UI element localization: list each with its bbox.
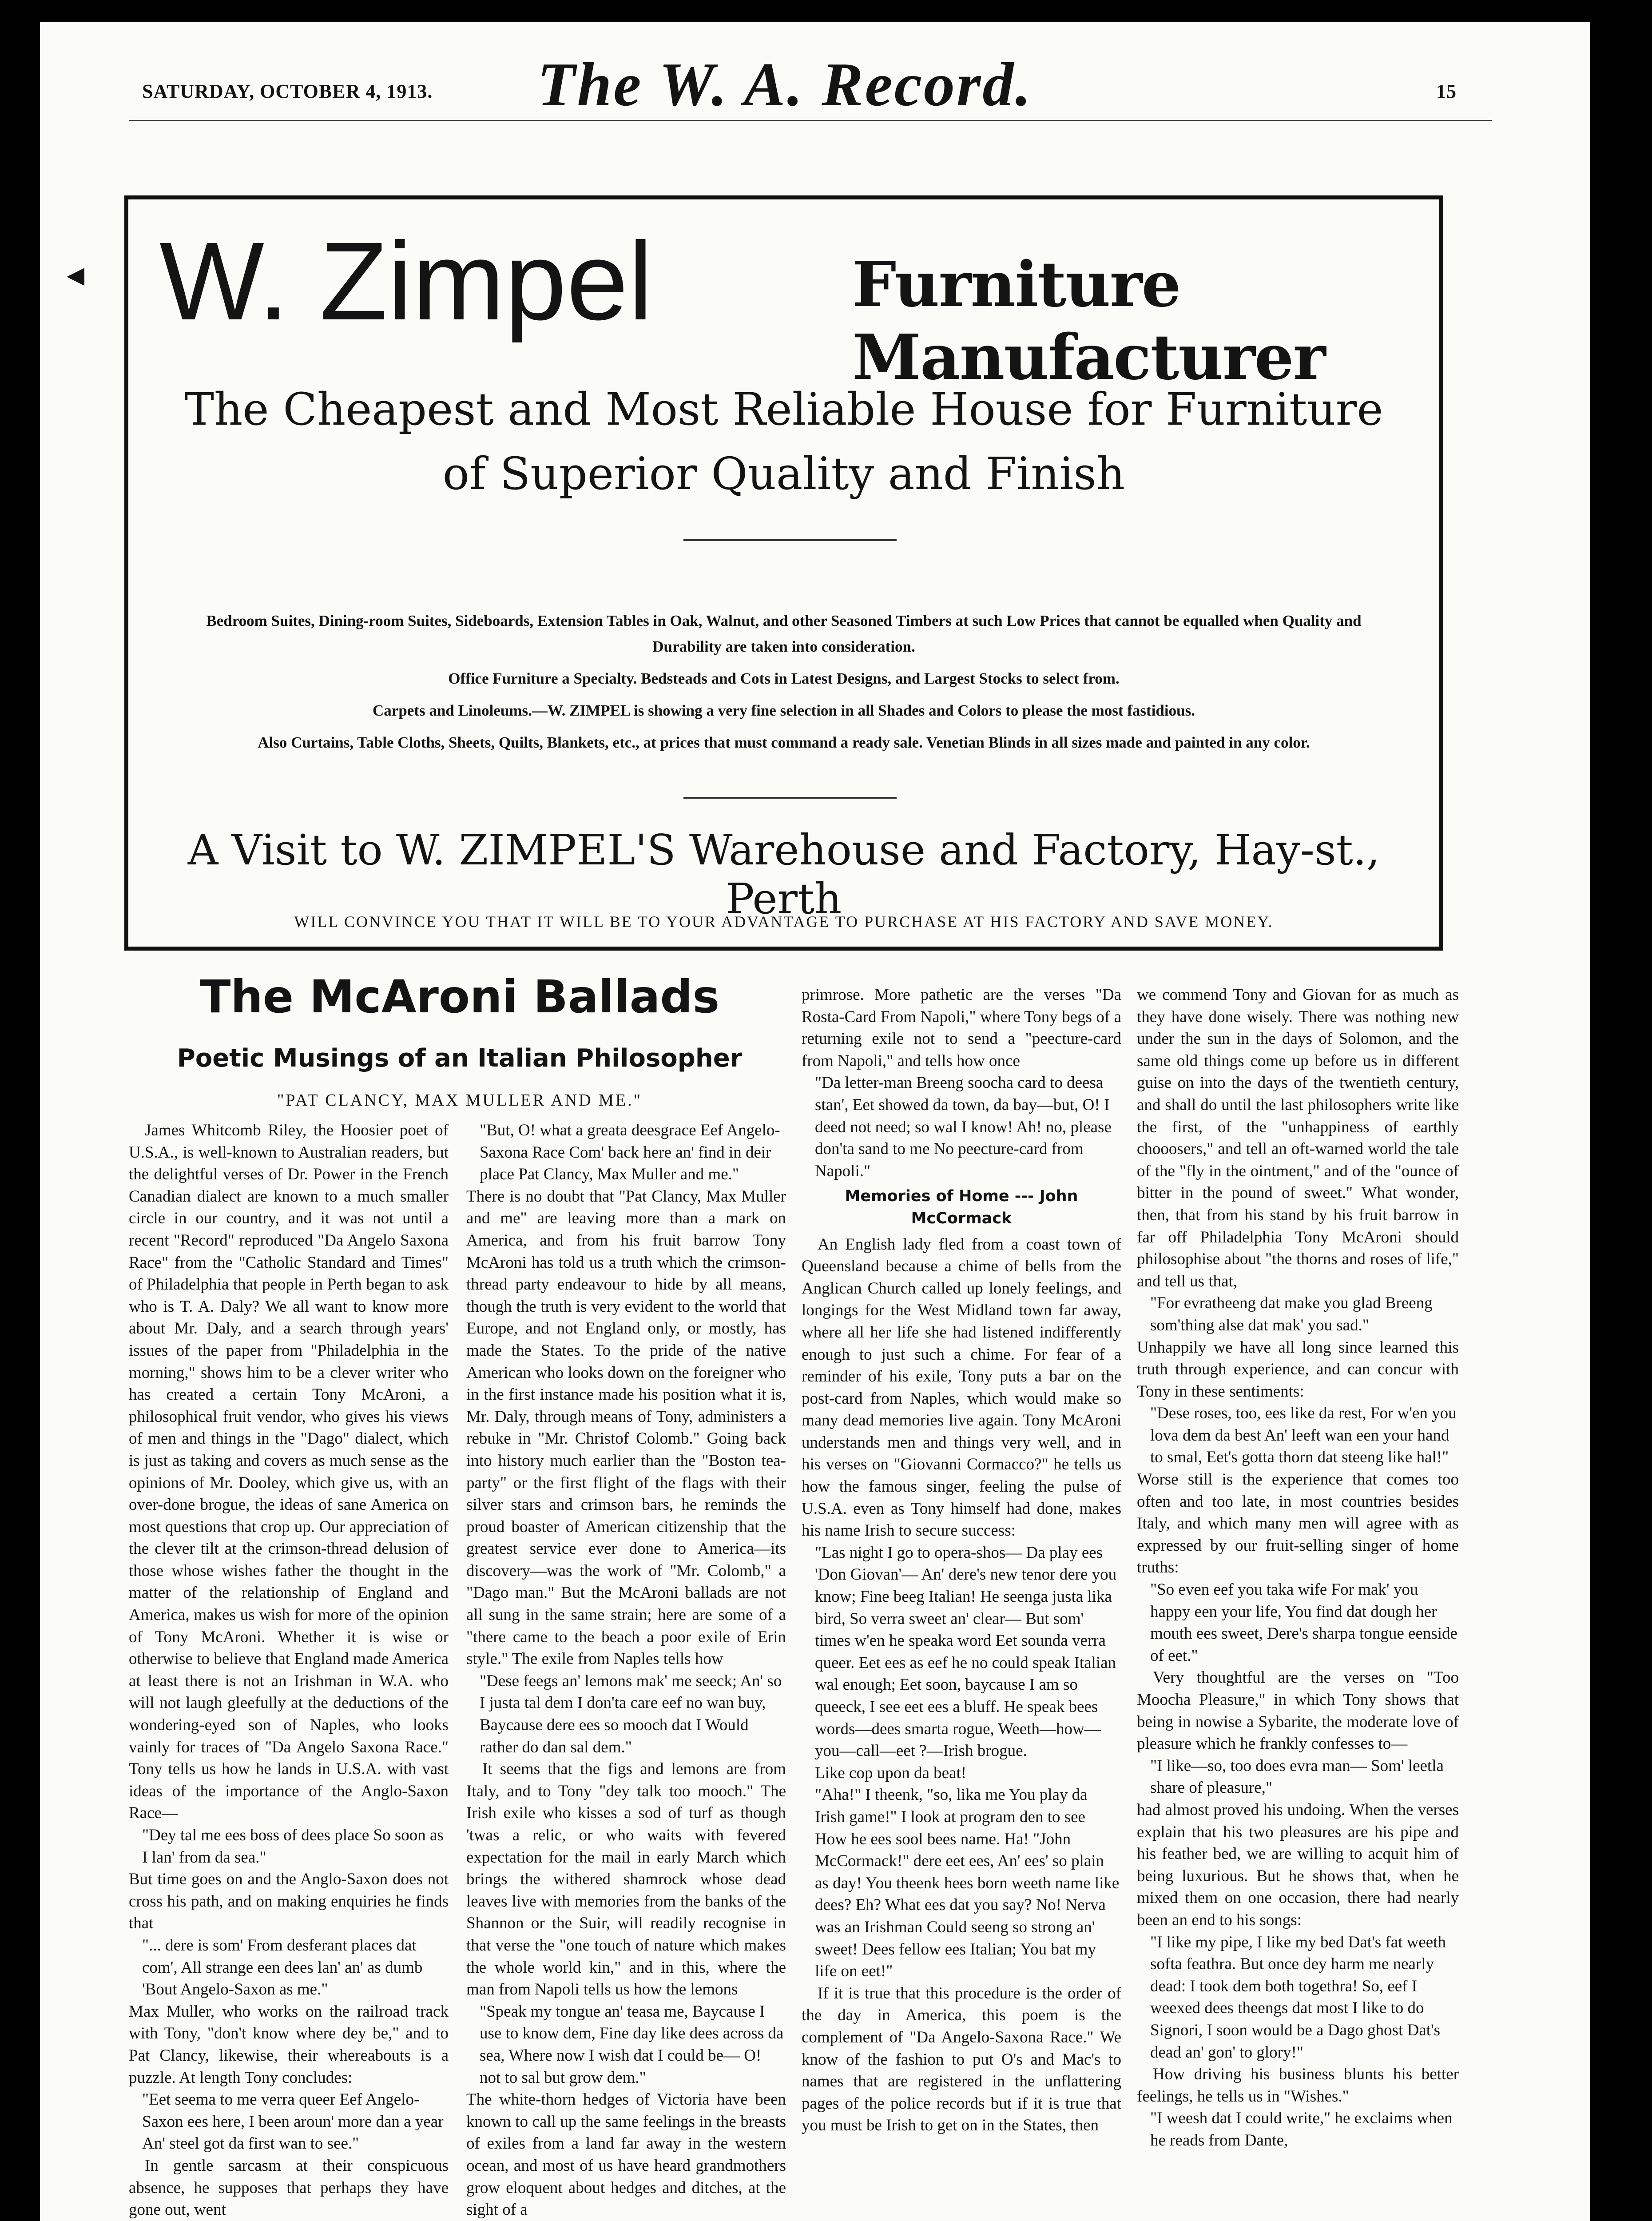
verse: 'Bout Angelo-Saxon as me."	[142, 1980, 328, 1999]
paragraph: Worse still is the experience that comes too often and too late, in most countries besides Italy, and which many men will agree with as expressed by our fruit-selling singer of home truths:	[1137, 1470, 1459, 1577]
verse: "I weesh dat I could write," he exclaims when he reads from Dante,	[1150, 2109, 1453, 2149]
article-byline: "PAT CLANCY, MAX MULLER AND ME."	[277, 1091, 643, 1110]
ad-detail-line: Office Furniture a Specialty. Bedsteads and Cots in Latest Designs, and Largest Stocks to select from.	[448, 670, 1120, 687]
ad-trade: Furniture Manufacturer	[852, 248, 1325, 394]
verse: "Dese roses, too, ees like da rest, For w'en you lova dem da best An' leeft wan een your hand to smal, Eet's gotta thorn dat steeng like hal!"	[1150, 1404, 1457, 1467]
ad-convince-line: WILL CONVINCE YOU THAT IT WILL BE TO YOUR ADVANTAGE TO PURCHASE AT HIS FACTORY AND SAVE MONEY.	[294, 913, 1274, 931]
article-column-1	[129, 1119, 449, 2221]
article-column-2	[466, 1119, 786, 2221]
paragraph: had almost proved his undoing. When the verses explain that his two pleasures are his pipe and his feather bed, we are willing to acquit him of being luxurious. But he shows that, when he mixed them on one occasion, there had nearly been an end to his songs:	[1137, 1800, 1459, 1929]
verse: "I like—so, too does evra man— Som' leetla share of pleasure,"	[1150, 1756, 1444, 1797]
verse: "Aha!" I theenk, "so, lika me You play da Irish game!" I look at program den to see How he ees sool bees name. Ha! "John McCormack!" dere eet ees, An' ees' so plain as day! You theenk hees born weeth name like dees? Eh? What ees dat you say? No! Nerva was an Irishman Could seeng so strong an' sweet! Dees fellow ees Italian; You bat my life on eet!"	[815, 1786, 1120, 1981]
issue-date: SATURDAY, OCTOBER 4, 1913.	[142, 80, 433, 102]
verse: "Eet seema to me verra queer Eef Angelo-Saxon ees here, I been aroun' more dan a year An' steel got da first wan to see."	[142, 2090, 444, 2153]
furniture-advertisement	[124, 195, 1443, 951]
verse: Like cop upon da beat!	[815, 1763, 967, 1782]
ad-detail-line: Bedroom Suites, Dining-room Suites, Sideboards, Extension Tables in Oak, Walnut, and other Seasoned Timbers at such Low Prices that cannot be equalled when Quality and Durability are taken into consideration.	[206, 612, 1362, 655]
paragraph: Unhappily we have all long since learned this truth through experience, and can concur with Tony in these sentiments:	[1137, 1338, 1459, 1401]
masthead: The W. A. Record.	[537, 50, 1033, 119]
article-title: The McAroni Ballads	[199, 971, 720, 1023]
article-subtitle: Poetic Musings of an Italian Philosopher	[177, 1044, 743, 1073]
paragraph: Very thoughtful are the verses on "Too Moocha Pleasure," in which Tony shows that being in nowise a Sybarite, the moderate love of pleasure which he frankly confesses to—	[1137, 1668, 1459, 1753]
ad-detail-line: Carpets and Linoleums.—W. ZIMPEL is showing a very fine selection in all Shades and Colors to please the most fastidious.	[373, 702, 1195, 719]
ad-company-name: W. Zimpel	[159, 219, 653, 343]
ad-visit-line: A Visit to W. ZIMPEL'S Warehouse and Factory, Hay-st., Perth	[187, 826, 1380, 923]
ad-details	[191, 608, 1377, 762]
paragraph: But time goes on and the Anglo-Saxon does not cross his path, and on making enquiries he finds that	[129, 1870, 449, 1933]
paragraph: There is no doubt that "Pat Clancy, Max Muller and me" are leaving more than a mark on America, and from his fruit barrow Tony McAroni has told us a truth which the crimson-thread party endeavour to hide by all means, though the truth is very evident to the world that Europe, and not England only, or mostly, has made the States. To the pride of the native American who looks down on the foreigner who in the first instance made his position what it is, Mr. Daly, through means of Tony, administers a rebuke in "Mr. Christof Colomb." Going back into history much earlier than the "Boston tea-party" or the first flight of the flags with their silver stars and crimson bars, he reminds the proud boaster of American citizenship that the greatest service ever done to America—its discovery—was the work of "Mr. Colomb," a "Dago man." But the McAroni ballads are not all sung in the same strain; here are some of a "there came to the beach a poor exile of Erin style." The exile from Naples tells how	[466, 1187, 786, 1668]
ad-detail-line: Also Curtains, Table Cloths, Sheets, Quilts, Blankets, etc., at prices that must command a ready sale. Venetian Blinds in all sizes made and painted in any color.	[258, 734, 1310, 751]
paragraph: The white-thorn hedges of Victoria have been known to call up the same feelings in the breasts of exiles from a land far away in the western ocean, and most of us have heard grandmothers grow eloquent about hedges and ditches, at the sight of a	[466, 2090, 786, 2219]
ad-divider	[683, 797, 897, 799]
newspaper-page	[40, 22, 1590, 2221]
verse: "But, O! what a greata deesgrace Eef Angelo-Saxona Race Com' back here an' find in deir place Pat Clancy, Max Muller and me."	[480, 1121, 780, 1184]
paragraph: An English lady fled from a coast town of Queensland because a chime of bells from the Anglican Church called up lonely feelings, and longings for the West Midland town far away, where all her life she had listened indifferently enough to just such a chime. For fear of a reminder of his exile, Tony puts a bar on the post-card from Naples, which would make so many dead memories live again. Tony McAroni understands men and things very well, and in his verses on "Giovanni Cormacco?" he tells us how the famous singer, feeling the pulse of U.S.A. even as Tony himself had done, makes his name Irish to secure success:	[802, 1235, 1121, 1540]
paragraph: James Whitcomb Riley, the Hoosier poet of U.S.A., is well-known to Australian readers, but the delightful verses of Dr. Power in the French Canadian dialect are known to a much smaller circle in our country, and it was not until a recent "Record" reproduced "Da Angelo Saxona Race" from the "Catholic Standard and Times" of Philadelphia that people in Perth began to ask who is T. A. Daly? We all want to know more about Mr. Daly, and a search through years' issues of the paper from "Philadelphia in the morning," shows him to be a clever writer who has created a certain Tony McAroni, a philosophical fruit vendor, who gives his views of men and things in the "Dago" dialect, which is just as taking and covers as much sense as the opinions of Mr. Dooley, which give us, with an over-done brogue, the ideas of sane America on most questions that crop up. Our appreciation of the clever tilt at the crimson-thread delusion of those whose wishes father the thought in the matter of the relationship of England and America, makes us wish for more of the opinion of Tony McAroni. Whether it is wise or otherwise to believe that England made America at least there is not an Irishman in W.A. who will not laugh gleefully at the deductions of the wondering-eyed son of Naples, who looks vainly for traces of "Da Angelo Saxona Race." Tony tells us how he lands in U.S.A. with vast ideas of the importance of the Anglo-Saxon Race—	[129, 1121, 449, 1823]
ad-divider	[683, 539, 897, 541]
verse: "So even eef you taka wife For mak' you happy een your life, You find dat dough her mouth ees sweet, Dere's sharpa tongue eenside of eet."	[1150, 1580, 1457, 1665]
article-column-4	[1137, 984, 1459, 2221]
section-heading: Memories of Home --- John McCormack	[845, 1187, 1078, 1227]
page-number: 15	[1436, 80, 1457, 102]
verse: "Las night I go to opera-shos— Da play ees 'Don Giovan'— An' dere's new tenor dere you know; Fine beeg Italian! He seenga justa lika bird, So verra sweet an' clear— But som' times w'en he speaka word Eet sounda verra queer. Eet ees as eef he no could speak Italian wal enough; Eet soon, baycause I am so queeck, I see eet ees a bluff. He speak bees words—dees smarta rogue, Weeth—how—you—call—eet ?—Irish brogue.	[815, 1543, 1117, 1760]
verse: "Speak my tongue an' teasa me, Baycause I use to know dem, Fine day like dees across da sea, Where now I wish dat I could be— O! not to sal but grow dem."	[480, 2002, 784, 2087]
paragraph: In gentle sarcasm at their conspicuous absence, he supposes that perhaps they have gone out, went	[129, 2156, 449, 2219]
verse: "For evratheeng dat make you glad Breeng som'thing alse dat mak' you sad."	[1150, 1294, 1433, 1334]
paragraph: Max Muller, who works on the railroad track with Tony, "don't know where dey be," and to Pat Clancy, likewise, their whereabouts is a puzzle. At length Tony concludes:	[129, 2002, 449, 2087]
header-rule	[129, 120, 1492, 121]
paragraph: If it is true that this procedure is the order of the day in America, this poem is the complement of "Da Angelo-Saxona Race." We know of the fashion to put O's and Mac's to names that are registered in the unflattering pages of the police records but if it is true that you must be Irish to get on in the States, then	[802, 1984, 1121, 2135]
verse: "Da letter-man Breeng soocha card to deesa stan', Eet showed da town, da bay—but, O! I deed not need; so wal I know! Ah! no, please don'ta sand to me No peecture-card from Napoli."	[815, 1074, 1112, 1180]
ad-tagline: The Cheapest and Most Reliable House for Furniture of Superior Quality and Finish	[184, 383, 1383, 500]
verse: "I like my pipe, I like my bed Dat's fat weeth softa feathra. But once dey harm me nearly dead: I took dem both togethra! So, eef I weexed dees theengs dat most I like to do Signori, I soon would be a Dago ghost Dat's dead an' gon' to glory!"	[1150, 1933, 1446, 2062]
verse: "... dere is som' From desferant places dat com', All strange een dees lan' an' as dumb	[142, 1936, 423, 1977]
verse: "Dese feegs an' lemons mak' me seeck; An' so I justa tal dem I don'ta care eef no wan buy, Baycause dere ees so mooch dat I Would rather do dan sal dem."	[480, 1672, 782, 1756]
paragraph: It seems that the figs and lemons are from Italy, and to Tony "dey talk too mooch." The Irish exile who kisses a sod of turf as though 'twas a relic, or who waits with fevered expectation for the mail in early March which brings the withered shamrock whose dead leaves live with memories from the banks of the Shannon or the Suir, will readily recognise in that verse the "one touch of nature which makes the whole world kin," and in this, where the man from Napoli tells us how the lemons	[466, 1760, 786, 1999]
paragraph: primrose. More pathetic are the verses "Da Rosta-Card From Napoli," where Tony begs of a returning exile not to send a "peecture-card from Napoli," and tells how once	[802, 986, 1121, 1070]
paragraph: we commend Tony and Giovan for as much as they have done wisely. There was nothing new under the sun in the days of Solomon, and the same old things come up before us in different guise on into the days of the twentieth century, and shall do until the last philosophers write like the first, of the "unhappiness of earthly chooosers," and tell an oft-warned world the tale of the "fly in the ointment," and of the "ounce of bitter in the pound of sweet." What wonder, then, that from his stand by his fruit barrow in far off Philadelphia Tony McAroni should philosophise about "the thorns and roses of life," and tell us that,	[1137, 986, 1459, 1290]
article-column-3	[802, 984, 1121, 2221]
paragraph: How driving his business blunts his better feelings, he tells us in "Wishes."	[1137, 2065, 1459, 2106]
margin-arrow-icon: ◂	[67, 255, 85, 294]
verse: "Dey tal me ees boss of dees place So soon as I lan' from da sea."	[142, 1826, 444, 1867]
